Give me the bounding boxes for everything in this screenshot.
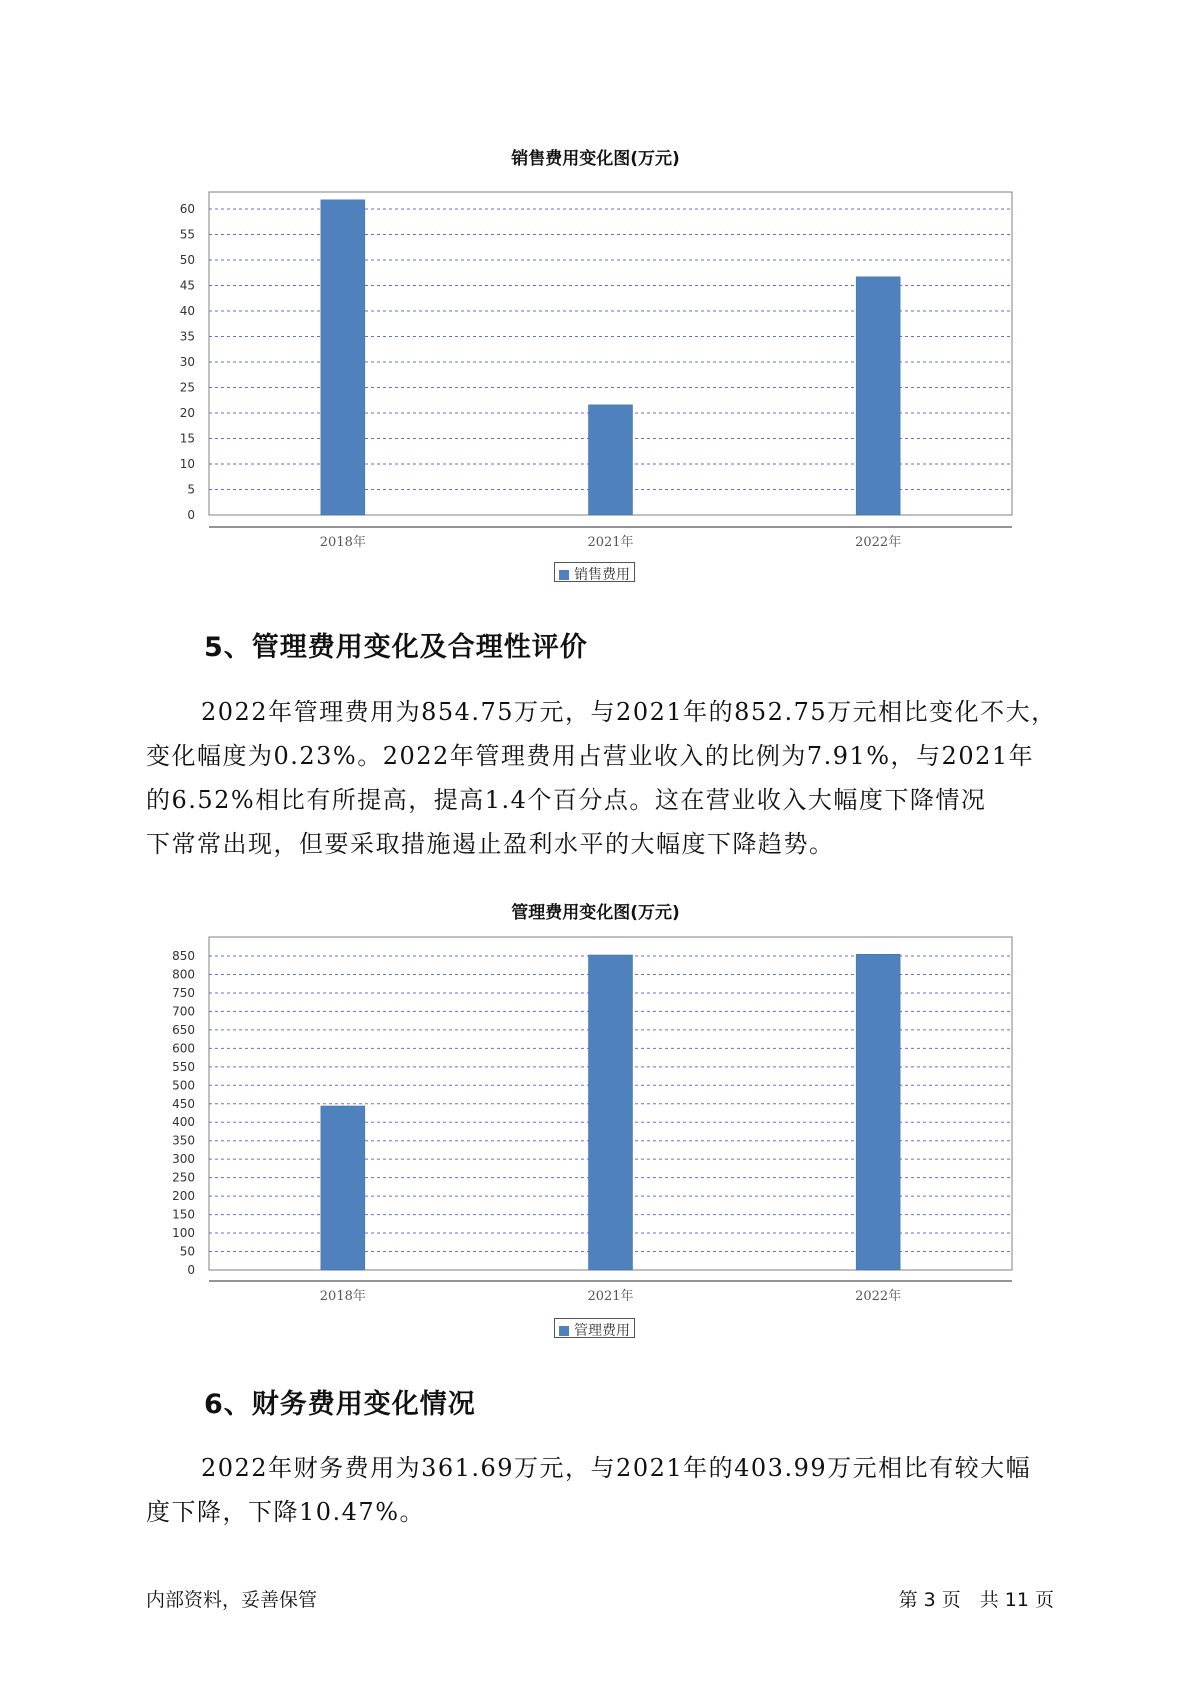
section-heading-6: 6、财务费用变化情况 [204, 1389, 476, 1420]
paragraph-line: 的6.52%相比有所提高，提高1.4个百分点。这在营业收入大幅度下降情况 [146, 786, 987, 814]
y-tick-label: 800 [172, 967, 195, 982]
x-tick-label: 2021年 [587, 535, 634, 550]
paragraph-line: 2022年财务费用为361.69万元，与2021年的403.99万元相比有较大幅 [201, 1454, 1032, 1482]
y-tick-label: 15 [179, 431, 195, 446]
y-tick-label: 0 [187, 508, 195, 522]
bar [856, 954, 900, 1270]
y-tick-label: 650 [172, 1022, 195, 1037]
y-tick-label: 20 [179, 406, 195, 420]
x-tick-label: 2021年 [587, 1289, 634, 1304]
paragraph-line: 度下降，下降10.47%。 [146, 1498, 426, 1526]
y-tick-label: 150 [172, 1207, 195, 1222]
y-tick-label: 400 [172, 1115, 195, 1130]
y-tick-label: 850 [172, 949, 195, 963]
y-tick-label: 200 [172, 1189, 195, 1204]
y-tick-label: 250 [172, 1170, 195, 1185]
y-tick-label: 750 [172, 985, 195, 1000]
section-heading-5: 5、管理费用变化及合理性评价 [204, 632, 588, 663]
y-tick-label: 30 [179, 355, 195, 369]
legend-label: 销售费用 [574, 567, 630, 583]
paragraph-line: 2022年管理费用为854.75万元，与2021年的852.75万元相比变化不大， [201, 698, 1057, 726]
chart-title-admin: 管理费用变化图(万元) [511, 903, 680, 923]
bar [321, 1106, 365, 1270]
y-tick-label: 350 [172, 1133, 195, 1148]
y-tick-label: 700 [172, 1004, 195, 1019]
footer-confidential-note: 内部资料，妥善保管 [146, 1589, 318, 1611]
y-tick-label: 25 [179, 380, 195, 395]
y-tick-label: 5 [187, 482, 195, 497]
x-tick-label: 2022年 [855, 535, 902, 550]
y-tick-label: 300 [172, 1152, 195, 1167]
y-tick-label: 50 [179, 253, 195, 267]
legend-swatch [559, 1326, 569, 1336]
y-tick-label: 45 [179, 278, 195, 293]
y-tick-label: 40 [179, 304, 195, 318]
y-tick-label: 10 [179, 457, 195, 471]
x-tick-label: 2018年 [319, 535, 366, 550]
y-tick-label: 50 [179, 1244, 195, 1259]
y-tick-label: 450 [172, 1096, 195, 1111]
y-tick-label: 600 [172, 1041, 195, 1056]
legend-label: 管理费用 [574, 1323, 630, 1339]
paragraph-line: 变化幅度为0.23%。2022年管理费用占营业收入的比例为7.91%，与2021年 [146, 742, 1035, 770]
chart-legend-admin [554, 1318, 635, 1338]
section-paragraph-6 [146, 1446, 1051, 1534]
y-tick-label: 500 [172, 1078, 195, 1093]
y-tick-label: 60 [179, 202, 195, 216]
y-tick-label: 55 [179, 227, 195, 242]
x-tick-label: 2018年 [319, 1289, 366, 1304]
x-tick-label: 2022年 [855, 1289, 902, 1304]
paragraph-line: 下常常出现，但要采取措施遏止盈利水平的大幅度下降趋势。 [146, 830, 835, 858]
y-tick-label: 35 [179, 329, 195, 344]
footer-page-number: 第 3 页 共 11 页 [898, 1589, 1054, 1611]
y-tick-label: 550 [172, 1059, 195, 1074]
y-tick-label: 100 [172, 1226, 195, 1241]
chart-title-sales: 销售费用变化图(万元) [511, 149, 680, 169]
bar [589, 955, 633, 1270]
y-tick-label: 0 [187, 1263, 195, 1277]
